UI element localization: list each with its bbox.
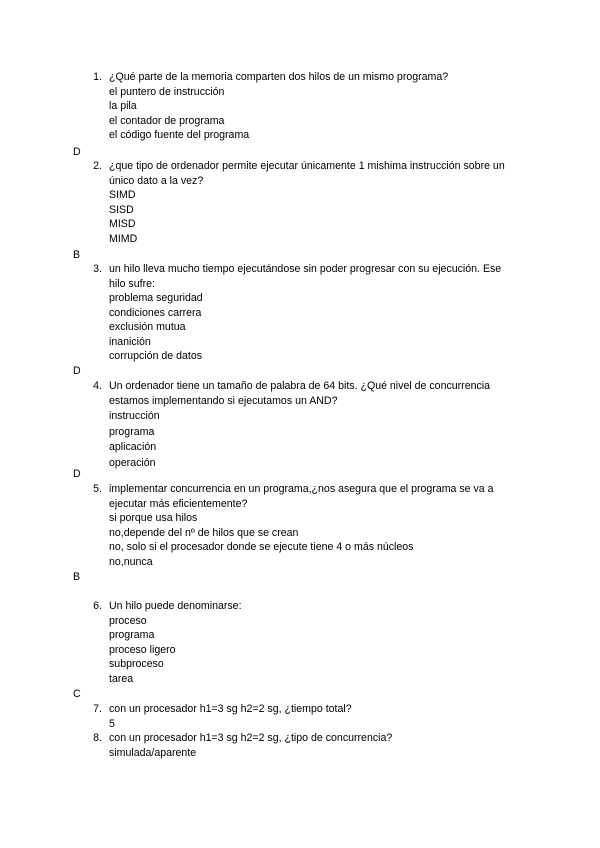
answer-option: no, solo si el procesador donde se ejecute tiene 4 o más núcleos (109, 541, 414, 553)
question-number: 1. (93, 71, 102, 83)
question-text: ¿Qué parte de la memoria comparten dos hilos de un mismo programa? (109, 71, 449, 83)
question-text: Un hilo puede denominarse: (109, 600, 242, 612)
question-text: Un ordenador tiene un tamaño de palabra de 64 bits. ¿Qué nivel de concurrencia (109, 380, 491, 392)
answer-option: MIMD (109, 232, 138, 245)
answer-option: MISD (109, 218, 136, 230)
answer-option: proceso ligero (109, 643, 176, 656)
answer-key-2: B (73, 249, 81, 261)
answer-option: si porque usa hilos (109, 512, 198, 524)
answer-option: tarea (109, 672, 134, 685)
answer-option: condiciones carrera (109, 306, 202, 319)
question-number: 8. (93, 732, 102, 744)
question-text: único dato a la vez? (109, 174, 204, 187)
answer-option: no,depende del nº de hilos que se crean (109, 526, 299, 539)
question-number: 3. (93, 263, 102, 275)
answer-option: subproceso (109, 658, 164, 670)
question-text: con un procesador h1=3 sg h2=2 sg, ¿tiempo total? (109, 703, 352, 715)
answer-option: problema seguridad (109, 292, 203, 304)
question-text: un hilo lleva mucho tiempo ejecutándose sin poder progresar con su ejecución. Ese (109, 263, 502, 275)
answer-option: operación (109, 456, 156, 469)
answer-option: SIMD (109, 189, 136, 201)
answer-key-3: D (73, 365, 81, 377)
question-number: 2. (93, 160, 102, 172)
answer-option: programa (109, 629, 155, 641)
answer-option: 5 (109, 717, 115, 730)
answer-option: el puntero de instrucción (109, 85, 225, 98)
question-text: ¿que tipo de ordenador permite ejecutar únicamente 1 mishima instrucción sobre un (109, 160, 505, 172)
question-number: 6. (93, 600, 102, 612)
answer-option: exclusión mutua (109, 321, 186, 333)
answer-option: programa (109, 425, 155, 438)
answer-option: proceso (109, 614, 147, 627)
question-number: 7. (93, 703, 102, 715)
question-text: estamos implementando si ejecutamos un AND? (109, 394, 338, 407)
question-number: 4. (93, 380, 102, 392)
answer-option: corrupción de datos (109, 350, 203, 362)
answer-option: la pila (109, 100, 137, 112)
answer-option: SISD (109, 203, 134, 216)
question-text: implementar concurrencia en un programa,¿nos asegura que el programa se va a (109, 483, 494, 495)
answer-key-4: D (73, 468, 81, 480)
answer-option: aplicación (109, 441, 157, 453)
answer-option: inanición (109, 335, 151, 348)
answer-option: el contador de programa (109, 114, 225, 127)
question-text: ejecutar más eficientemente? (109, 497, 248, 510)
question-text: con un procesador h1=3 sg h2=2 sg, ¿tipo de concurrencia? (109, 732, 393, 744)
answer-option: simulada/aparente (109, 746, 197, 759)
answer-option: instrucción (109, 410, 160, 422)
answer-key-6: C (73, 688, 81, 700)
question-text: hilo sufre: (109, 277, 155, 290)
answer-option: no,nunca (109, 555, 153, 568)
question-number: 5. (93, 483, 102, 495)
answer-key-1: D (73, 146, 81, 158)
answer-key-5: B (73, 571, 81, 583)
answer-option: el código fuente del programa (109, 129, 250, 141)
